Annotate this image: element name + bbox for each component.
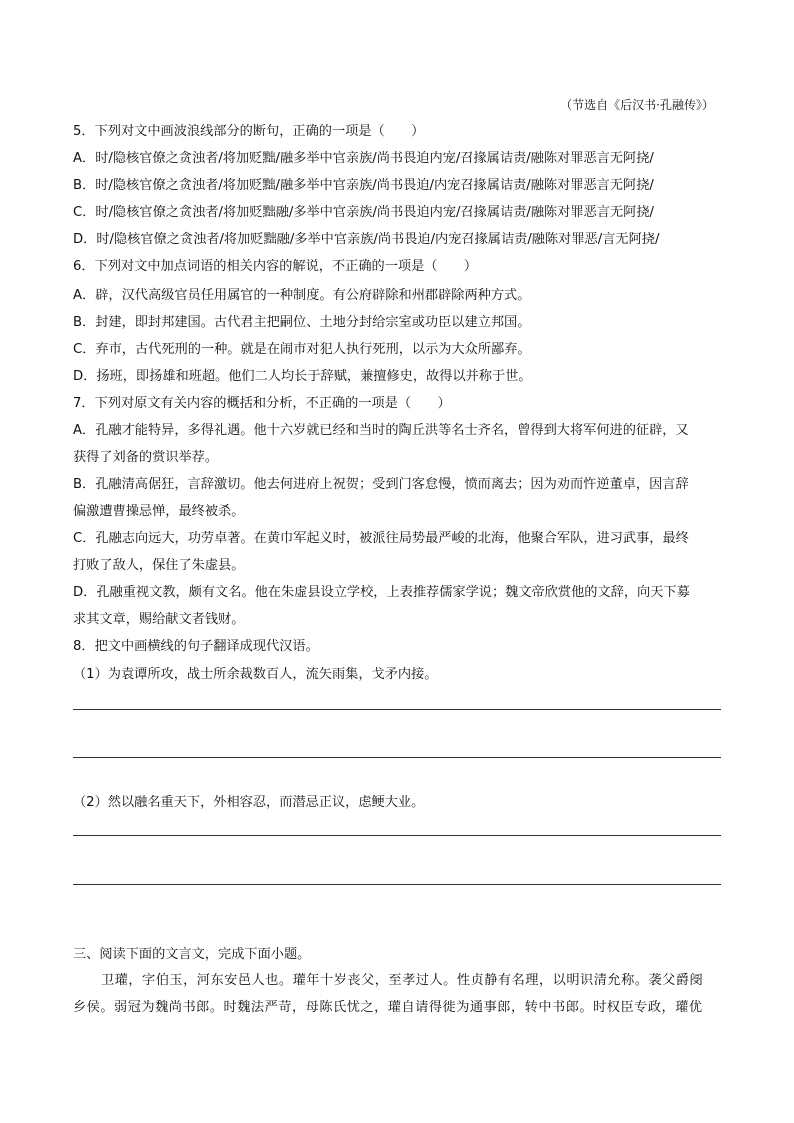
q5-option-c: C．时/隐核官僚之贪浊者/将加贬黜融/多举中官亲族/尚书畏迫内宠/召掾属诘责/融陈对罪恶言无阿挠/ xyxy=(73,205,654,220)
q7-option-c-line2: 打败了敌人，保住了朱虚县。 xyxy=(73,558,245,573)
section3-heading: 三、阅读下面的文言文，完成下面小题。 xyxy=(73,947,311,962)
q7-option-b-line1: B．孔融清高倨狂，言辞激切。他去何进府上祝贺；受到门客怠慢，愤而离去；因为劝而忤逆董卓，因言辞 xyxy=(73,477,689,492)
q6-option-a: A．辟，汉代高级官员任用属官的一种制度。有公府辟除和州郡辟除两种方式。 xyxy=(73,288,531,303)
q7-option-c-line1: C．孔融志向远大，功劳卓著。在黄巾军起义时，被派往局势最严峻的北海，他聚合军队，进习武事，最终 xyxy=(73,531,689,546)
q5-option-b: B．时/隐核官僚之贪浊者/将加贬黜/融多举中官亲族/尚书畏迫/内宠召掾属诘责/融陈对罪恶言无阿挠/ xyxy=(73,178,654,193)
answer-line-3[interactable] xyxy=(73,835,721,836)
q7-option-d-line1: D．孔融重视文教，颇有文名。他在朱虚县设立学校，上表推荐儒家学说；魏文帝欣赏他的文辞，向天下募 xyxy=(73,585,690,600)
q7-option-d-line2: 求其文章，赐给献文者钱财。 xyxy=(73,612,245,627)
q5-option-a: A．时/隐核官僚之贪浊者/将加贬黜/融多举中官亲族/尚书畏迫内宠/召掾属诘责/融陈对罪恶言无阿挠/ xyxy=(73,151,654,166)
answer-line-4[interactable] xyxy=(73,884,721,885)
passage-line-2: 乡侯。弱冠为魏尚书郎。时魏法严苛，母陈氏忧之，瓘自请得徙为通事郎，转中书郎。时权臣专政，瓘优 xyxy=(73,1000,703,1015)
q7-option-b-line2: 偏激遭曹操忌惮，最终被杀。 xyxy=(73,504,245,519)
answer-line-2[interactable] xyxy=(73,757,721,758)
q8-item-2: （2）然以融名重天下，外相容忍，而潜忌正议，虑鲠大业。 xyxy=(73,795,425,810)
q6-stem: 6．下列对文中加点词语的相关内容的解说，不正确的一项是（ ） xyxy=(73,259,478,274)
q7-option-a-line2: 获得了刘备的赏识举荐。 xyxy=(73,450,219,465)
q8-stem: 8．把文中画横线的句子翻译成现代汉语。 xyxy=(73,639,319,654)
q8-item-1: （1）为袁谭所攻，战士所余裁数百人，流矢雨集，戈矛内接。 xyxy=(73,667,438,682)
q6-option-d: D．扬班，即扬雄和班超。他们二人均长于辞赋，兼擅修史，故得以并称于世。 xyxy=(73,369,532,384)
q7-stem: 7．下列对原文有关内容的概括和分析，不正确的一项是（ ） xyxy=(73,396,451,411)
source-note: （节选自《后汉书·孔融传》） xyxy=(560,98,714,112)
passage-line-1: 卫瓘，字伯玉，河东安邑人也。瓘年十岁丧父，至孝过人。性贞静有名理，以明识清允称。袭父爵阌 xyxy=(101,973,704,988)
q6-option-b: B．封建，即封邦建国。古代君主把嗣位、土地分封给宗室或功臣以建立邦国。 xyxy=(73,315,531,330)
q5-stem: 5．下列对文中画波浪线部分的断句，正确的一项是（ ） xyxy=(73,124,425,139)
answer-line-1[interactable] xyxy=(73,709,721,710)
q6-option-c: C．弃市，古代死刑的一种。就是在闹市对犯人执行死刑，以示为大众所鄙弃。 xyxy=(73,342,531,357)
q7-option-a-line1: A．孔融才能特异，多得礼遇。他十六岁就已经和当时的陶丘洪等名士齐名，曾得到大将军何进的征辟，又 xyxy=(73,423,689,438)
q5-option-d: D．时/隐核官僚之贪浊者/将加贬黜融/多举中官亲族/尚书畏迫/内宠召掾属诘责/融陈对罪恶/言无阿挠/ xyxy=(73,232,660,247)
